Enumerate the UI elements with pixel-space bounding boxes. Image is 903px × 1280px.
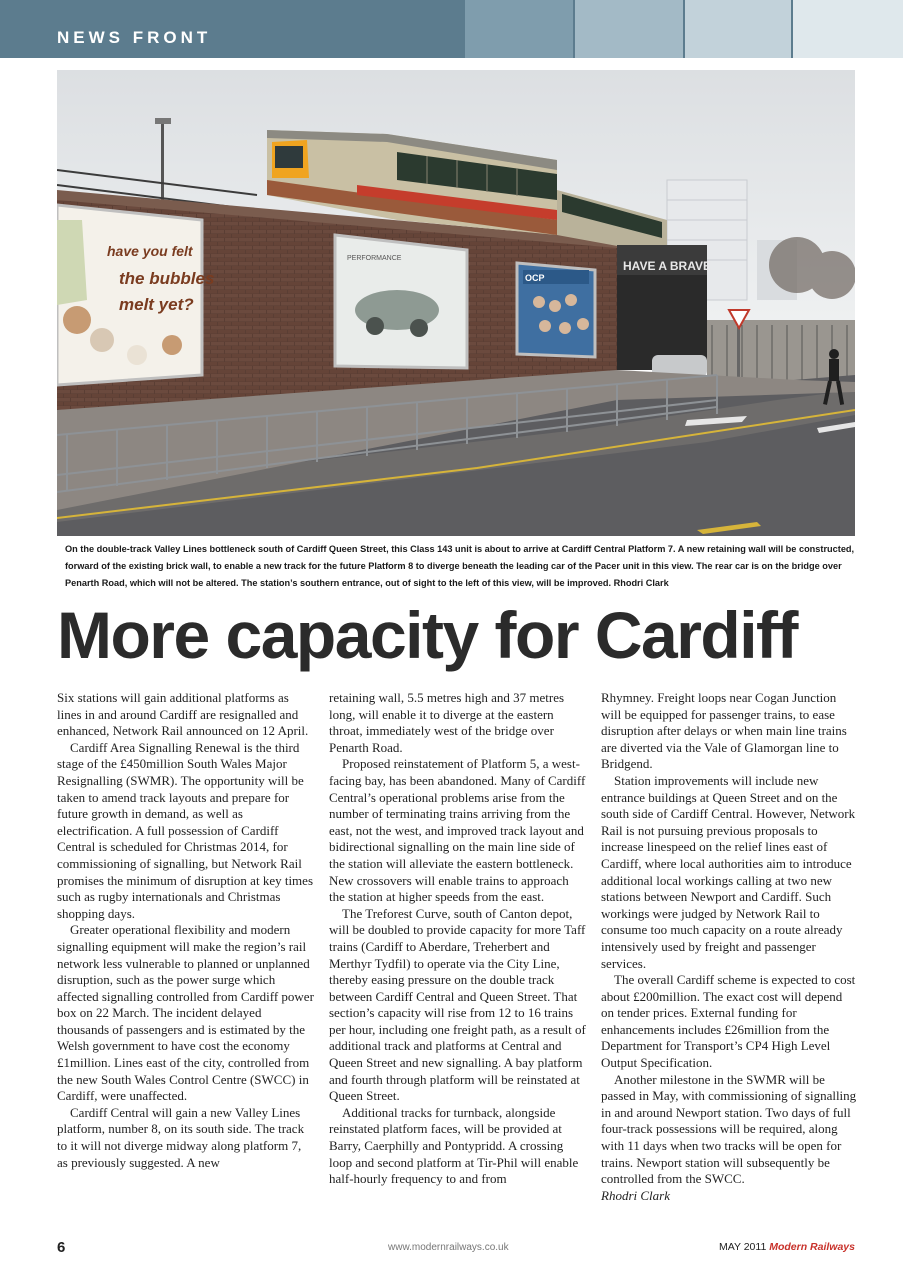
- paragraph: Cardiff Central will gain a new Valley Lines platform, number 8, on its south side. The track to it will not diverge midway along platform 7, as previously suggested. A new: [57, 1104, 305, 1170]
- section-title: NEWS FRONT: [57, 28, 212, 47]
- billboard-right-text: OCP: [525, 273, 545, 283]
- section-header-band: [0, 0, 903, 58]
- billboard-left-line3: melt yet?: [119, 295, 194, 314]
- paragraph: retaining wall, 5.5 metres high and 37 metres long, will enable it to diverge at the eastern throat, immediately west of the bridge over Penarth Road.: [329, 690, 565, 755]
- magazine-name: Modern Railways: [769, 1241, 855, 1253]
- paragraph: Six stations will gain additional platforms as lines in and around Cardiff are resignalled and enhanced, Network Rail announced on 12 April.: [57, 690, 309, 739]
- article-column-2: [329, 690, 586, 1188]
- page-number: 6: [57, 1239, 66, 1256]
- article-headline: More capacity for Cardiff: [57, 598, 797, 672]
- article-photo: [57, 70, 855, 536]
- paragraph: Greater operational flexibility and modern signalling equipment will make the region’s rail network less vulnerable to planned or unplanned disruption, such as the power surge which affected signalling controlled from Cardiff power box on 22 March. The incident delayed thousands of passengers and is estimated by the Welsh government to have cost the economy £1million. Lines east of the city, controlled from the new South Wales Control Centre (SWCC) in Cardiff, were unaffected.: [57, 922, 314, 1104]
- billboard-middle-text: PERFORMANCE: [347, 255, 402, 262]
- header-color-block: [465, 0, 573, 58]
- header-color-block: [793, 0, 903, 58]
- paragraph: Station improvements will include new entrance buildings at Queen Street and on the south side of Cardiff Central. However, Network Rail is not pursuing previous proposals to increase linespeed on the relief lines east of Cardiff, where local authorities aim to introduce additional local workings calling at two new stations between Newport and Cardiff. Such workings were judged by Network Rail to consume too much capacity on a route already intensively used by freight and passenger services.: [601, 772, 856, 971]
- paragraph: The Treforest Curve, south of Canton depot, will be doubled to provide capacity for more Taff trains (Cardiff to Aberdare, Treherbert and Merthyr Tydfil) to operate via the City Line, thereby easing pressure on the double track between Cardiff Central and Queen Street. That section’s capacity will rise from 12 to 16 trains per hour, including one freight path, as a result of additional track and platforms at Central and Queen Street and new signalling. A bay platform and fourth through platform will be reinstated at Queen Street.: [329, 905, 586, 1104]
- paragraph: Additional tracks for turnback, alongside reinstated platform faces, will be provided at Barry, Caerphilly and Pontypridd. A crossing loop and second platform at Tir-Phil will enable half-hourly frequency to and from: [329, 1104, 579, 1187]
- paragraph: The overall Cardiff scheme is expected to cost about £200million. The exact cost will depend on tender prices. External funding for enhancements includes £26million from the Department for Transport’s CP4 High Level Output Specification.: [601, 972, 856, 1071]
- header-color-block: [575, 0, 683, 58]
- footer-url: www.modernrailways.co.uk: [388, 1242, 509, 1253]
- article-column-3: [601, 690, 858, 1204]
- billboard-left-line2: the bubbles: [119, 269, 215, 288]
- billboard-left-line1: have you felt: [107, 243, 193, 259]
- paragraph: Another milestone in the SWMR will be passed in May, with commissioning of signalling in and around Newport station. Two days of full four-track possessions will be required, along with 11 days when two tracks will be open for trains. Newport station will subsequently be controlled from the SWCC.: [601, 1071, 857, 1187]
- article-byline: Rhodri Clark: [601, 1187, 670, 1203]
- paragraph: Proposed reinstatement of Platform 5, a west-facing bay, has been abandoned. Many of Cardiff Central’s operational problems arise from the number of terminating trains arriving from the east, not the west, and improved track layout and bidirectional signalling on the main line side of the station will alleviate the eastern bottleneck. New crossovers will enable trains to approach the station at higher speeds from the east.: [329, 756, 586, 905]
- issue-date: MAY 2011: [719, 1241, 767, 1253]
- header-color-block: [685, 0, 791, 58]
- paragraph: Cardiff Area Signalling Renewal is the third stage of the £450million South Wales Major Resignalling (SWMR). The opportunity will be taken to amend track layouts and prepare for future growth in demand, as well as electrification. A full possession of Cardiff Central is scheduled for Christmas 2014, for commissioning of signalling, but Network Rail promises the minimum of disruption at key times such as rugby internationals and Christmas shopping days.: [57, 739, 314, 921]
- photo-caption: On the double-track Valley Lines bottleneck south of Cardiff Queen Street, this Class 143 unit is about to arrive at Cardiff Central Platform 7. A new retaining wall will be constructed, forward of the existing brick wall, to enable a new track for the future Platform 8 to diverge beneath the leading car of the Pacer unit in this view. The rear car is on the bridge over Penarth Road, which will not be altered. The station’s southern entrance, out of sight to the left of this view, will be improved. Rhodri Clark: [65, 544, 855, 588]
- footer-issue: [719, 1241, 855, 1253]
- paragraph: Rhymney. Freight loops near Cogan Junction will be equipped for passenger trains, to ease disruption after delays or when main line trains are diverted via the Vale of Glamorgan line to Bridgend.: [601, 690, 847, 772]
- bridge-sign-text: HAVE A BRAVE: [623, 259, 712, 273]
- article-column-1: [57, 690, 314, 1171]
